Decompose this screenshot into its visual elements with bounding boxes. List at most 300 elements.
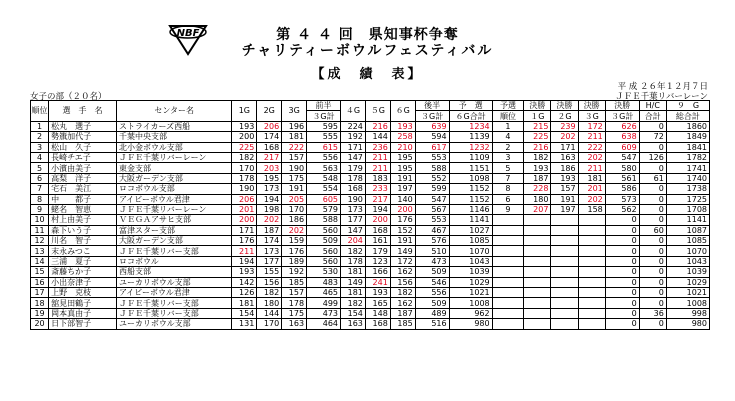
center-name-cell: 富津スター支部 bbox=[116, 225, 231, 235]
score-cell: 181 bbox=[341, 267, 366, 277]
table-row bbox=[31, 152, 710, 162]
score-cell: 1043 bbox=[666, 256, 709, 266]
score-cell: 211 bbox=[578, 163, 605, 173]
score-cell: 171 bbox=[551, 142, 578, 152]
score-cell: 1 bbox=[492, 121, 524, 131]
score-cell: 157 bbox=[282, 152, 307, 162]
score-cell: 205 bbox=[282, 194, 307, 204]
score-cell bbox=[492, 288, 524, 298]
score-cell: 1029 bbox=[449, 277, 492, 287]
score-cell: 196 bbox=[282, 121, 307, 131]
score-cell: 206 bbox=[232, 194, 257, 204]
table-row bbox=[31, 308, 710, 318]
rank-cell: 17 bbox=[31, 288, 49, 298]
center-name-cell: 千葉中央支部 bbox=[116, 132, 231, 142]
score-cell: 176 bbox=[232, 236, 257, 246]
score-cell: 198 bbox=[257, 204, 282, 214]
score-cell: 200 bbox=[232, 215, 257, 225]
table-row bbox=[31, 173, 710, 183]
score-cell: 576 bbox=[415, 236, 449, 246]
rank-cell: 9 bbox=[31, 204, 49, 214]
player-name-cell: 小出奈津子 bbox=[49, 277, 117, 287]
score-cell: 510 bbox=[415, 246, 449, 256]
score-cell: 211 bbox=[232, 246, 257, 256]
table-row bbox=[31, 194, 710, 204]
score-cell: 202 bbox=[282, 225, 307, 235]
col-rank: 順位 bbox=[31, 101, 49, 122]
score-cell: 178 bbox=[341, 256, 366, 266]
score-cell: 4 bbox=[492, 132, 524, 142]
score-cell: 546 bbox=[415, 277, 449, 287]
player-name-cell: 中 都子 bbox=[49, 194, 117, 204]
score-cell: 594 bbox=[415, 132, 449, 142]
score-cell: 547 bbox=[415, 194, 449, 204]
score-cell: 0 bbox=[639, 298, 666, 308]
center-name-cell: 大阪ガーデン支部 bbox=[116, 236, 231, 246]
score-cell: 157 bbox=[282, 288, 307, 298]
score-cell: 60 bbox=[639, 225, 666, 235]
center-name-cell: ＪＦＥ千葉リバー支部 bbox=[116, 246, 231, 256]
results-heading: 【成 績 表】 bbox=[311, 67, 424, 82]
score-cell bbox=[492, 225, 524, 235]
col-final1-sub: １G bbox=[524, 111, 551, 121]
col-first-half-sub: ３G計 bbox=[307, 111, 341, 121]
score-cell: 166 bbox=[365, 267, 390, 277]
score-cell bbox=[524, 256, 551, 266]
score-cell: 149 bbox=[341, 277, 366, 287]
score-cell: 176 bbox=[390, 215, 415, 225]
player-name-cell: 勢籏加代子 bbox=[49, 132, 117, 142]
score-cell: 201 bbox=[232, 204, 257, 214]
score-cell: 172 bbox=[390, 256, 415, 266]
score-cell: 962 bbox=[449, 308, 492, 318]
score-cell bbox=[524, 319, 551, 329]
score-cell: 154 bbox=[341, 308, 366, 318]
score-cell: 191 bbox=[551, 194, 578, 204]
score-cell: 179 bbox=[365, 246, 390, 256]
results-body bbox=[31, 121, 710, 329]
score-cell bbox=[492, 267, 524, 277]
score-cell: 158 bbox=[578, 204, 605, 214]
score-cell: 162 bbox=[390, 298, 415, 308]
score-cell: 191 bbox=[282, 184, 307, 194]
score-cell: 9 bbox=[492, 204, 524, 214]
score-cell: 207 bbox=[524, 204, 551, 214]
score-cell: 192 bbox=[341, 132, 366, 142]
score-cell: 182 bbox=[341, 246, 366, 256]
score-cell: 626 bbox=[605, 121, 639, 131]
center-name-cell: ＶＥＧＡアサヒ支部 bbox=[116, 215, 231, 225]
col-final1: 決勝 bbox=[524, 101, 551, 111]
rank-cell: 13 bbox=[31, 246, 49, 256]
score-cell: 553 bbox=[415, 152, 449, 162]
score-cell bbox=[524, 308, 551, 318]
score-cell: 8 bbox=[492, 184, 524, 194]
table-row bbox=[31, 184, 710, 194]
score-cell: 1841 bbox=[666, 142, 709, 152]
player-name-cell: 松丸 選子 bbox=[49, 121, 117, 131]
score-cell: 195 bbox=[390, 152, 415, 162]
score-cell bbox=[578, 319, 605, 329]
score-cell: 1141 bbox=[666, 215, 709, 225]
player-name-cell: 小濱由美子 bbox=[49, 163, 117, 173]
rank-cell: 8 bbox=[31, 194, 49, 204]
score-cell bbox=[524, 298, 551, 308]
score-cell: 173 bbox=[257, 246, 282, 256]
player-name-cell: 日下部智子 bbox=[49, 319, 117, 329]
player-name-cell: 長崎チエ子 bbox=[49, 152, 117, 162]
score-cell: 216 bbox=[524, 142, 551, 152]
score-cell: 187 bbox=[524, 173, 551, 183]
score-cell: 163 bbox=[551, 152, 578, 162]
score-cell: 586 bbox=[605, 184, 639, 194]
score-cell: 0 bbox=[639, 246, 666, 256]
col-final-total: 決勝 bbox=[605, 101, 639, 111]
score-cell: 1029 bbox=[666, 277, 709, 287]
score-cell: 1039 bbox=[449, 267, 492, 277]
score-cell bbox=[578, 298, 605, 308]
score-cell bbox=[578, 308, 605, 318]
score-cell: 180 bbox=[524, 194, 551, 204]
score-cell: 0 bbox=[605, 256, 639, 266]
score-cell: 225 bbox=[524, 132, 551, 142]
score-cell: 193 bbox=[390, 121, 415, 131]
event-date: 平 成 ２６年１２月７日 bbox=[617, 82, 708, 92]
center-name-cell: ユーカリボウル支部 bbox=[116, 319, 231, 329]
col-qualify-sub: ６G合計 bbox=[449, 111, 492, 121]
score-cell: 190 bbox=[341, 194, 366, 204]
score-cell: 126 bbox=[639, 152, 666, 162]
score-cell: 236 bbox=[365, 142, 390, 152]
score-cell: 1070 bbox=[666, 246, 709, 256]
rank-cell: 4 bbox=[31, 152, 49, 162]
score-cell: 1860 bbox=[666, 121, 709, 131]
score-cell: 1146 bbox=[449, 204, 492, 214]
score-cell: 225 bbox=[232, 142, 257, 152]
score-cell: 217 bbox=[365, 194, 390, 204]
score-cell: 1085 bbox=[666, 236, 709, 246]
score-cell: 0 bbox=[639, 194, 666, 204]
score-cell bbox=[524, 225, 551, 235]
score-cell: 175 bbox=[282, 308, 307, 318]
rank-cell: 12 bbox=[31, 236, 49, 246]
score-cell: 0 bbox=[605, 246, 639, 256]
score-cell: 156 bbox=[390, 277, 415, 287]
center-name-cell: ユーカリボウル支部 bbox=[116, 277, 231, 287]
score-cell: 206 bbox=[257, 121, 282, 131]
score-cell: 1085 bbox=[449, 236, 492, 246]
score-cell: 0 bbox=[639, 121, 666, 131]
col-player: 選 手 名 bbox=[49, 101, 117, 122]
col-nine-sub: 総合計 bbox=[666, 111, 709, 121]
score-cell: 547 bbox=[605, 152, 639, 162]
score-cell: 1151 bbox=[449, 163, 492, 173]
score-cell: 202 bbox=[551, 132, 578, 142]
score-cell: 1139 bbox=[449, 132, 492, 142]
table-row bbox=[31, 277, 710, 287]
col-final3: 決勝 bbox=[578, 101, 605, 111]
score-cell: 553 bbox=[415, 215, 449, 225]
rank-cell: 7 bbox=[31, 184, 49, 194]
score-cell: 163 bbox=[282, 319, 307, 329]
score-cell: 499 bbox=[307, 298, 341, 308]
score-cell: 0 bbox=[639, 142, 666, 152]
score-cell: 483 bbox=[307, 277, 341, 287]
rank-cell: 1 bbox=[31, 121, 49, 131]
score-cell: 182 bbox=[341, 298, 366, 308]
table-row bbox=[31, 298, 710, 308]
center-name-cell: 西船支部 bbox=[116, 267, 231, 277]
score-cell: 171 bbox=[341, 142, 366, 152]
score-cell bbox=[492, 277, 524, 287]
tournament-title: 第 ４ ４ 回 県知事杯争奪 bbox=[276, 27, 459, 43]
score-cell: 5 bbox=[492, 163, 524, 173]
score-cell: 192 bbox=[282, 267, 307, 277]
score-cell: 178 bbox=[341, 173, 366, 183]
score-cell: 233 bbox=[365, 184, 390, 194]
score-cell: 1098 bbox=[449, 173, 492, 183]
score-cell: 1021 bbox=[666, 288, 709, 298]
score-cell: 556 bbox=[415, 288, 449, 298]
score-cell: 0 bbox=[605, 298, 639, 308]
score-cell bbox=[578, 215, 605, 225]
venue-name: ＪＦＥ千葉リバーレーン bbox=[615, 92, 708, 102]
score-cell bbox=[551, 288, 578, 298]
score-cell: 182 bbox=[232, 152, 257, 162]
score-cell: 224 bbox=[341, 121, 366, 131]
score-cell: 239 bbox=[551, 121, 578, 131]
score-cell: 588 bbox=[307, 215, 341, 225]
score-cell: 638 bbox=[605, 132, 639, 142]
score-cell: 605 bbox=[307, 194, 341, 204]
score-cell: 161 bbox=[365, 236, 390, 246]
score-cell: 980 bbox=[449, 319, 492, 329]
center-name-cell: 北小金ボウル支部 bbox=[116, 142, 231, 152]
col-second-half: 後半 bbox=[415, 101, 449, 111]
score-cell: 560 bbox=[307, 225, 341, 235]
table-row bbox=[31, 215, 710, 225]
score-cell: 202 bbox=[578, 194, 605, 204]
division-label: 女子の部（２０名） bbox=[30, 92, 107, 102]
score-cell bbox=[492, 298, 524, 308]
score-cell bbox=[551, 319, 578, 329]
score-cell: 182 bbox=[524, 152, 551, 162]
score-cell: 173 bbox=[257, 184, 282, 194]
score-cell: 210 bbox=[390, 142, 415, 152]
score-cell: 0 bbox=[639, 288, 666, 298]
score-cell: 168 bbox=[365, 319, 390, 329]
score-cell: 148 bbox=[365, 308, 390, 318]
score-cell: 149 bbox=[390, 246, 415, 256]
score-cell: 1725 bbox=[666, 194, 709, 204]
score-cell: 0 bbox=[605, 225, 639, 235]
score-cell: 473 bbox=[415, 256, 449, 266]
score-cell: 197 bbox=[390, 184, 415, 194]
player-name-cell: 岡本真由子 bbox=[49, 308, 117, 318]
score-cell: 193 bbox=[232, 121, 257, 131]
score-cell bbox=[492, 308, 524, 318]
center-name-cell: 大阪ガーデン支部 bbox=[116, 173, 231, 183]
score-cell: 171 bbox=[232, 225, 257, 235]
score-cell: 168 bbox=[365, 225, 390, 235]
score-cell bbox=[551, 225, 578, 235]
score-cell: 563 bbox=[307, 163, 341, 173]
score-cell: 1021 bbox=[449, 288, 492, 298]
event-name: チャリティーボウルフェスティバル bbox=[241, 43, 494, 59]
score-cell bbox=[578, 267, 605, 277]
score-cell: 567 bbox=[415, 204, 449, 214]
score-cell: 552 bbox=[415, 173, 449, 183]
score-cell: 211 bbox=[578, 132, 605, 142]
score-cell: 1708 bbox=[666, 204, 709, 214]
score-cell: 489 bbox=[415, 308, 449, 318]
score-cell: 228 bbox=[524, 184, 551, 194]
score-cell: 142 bbox=[232, 277, 257, 287]
score-cell: 186 bbox=[551, 163, 578, 173]
score-cell: 126 bbox=[232, 288, 257, 298]
score-cell: 194 bbox=[365, 204, 390, 214]
col-qualify: 予 選 bbox=[449, 101, 492, 111]
score-cell: 599 bbox=[415, 184, 449, 194]
center-name-cell: 東金支部 bbox=[116, 163, 231, 173]
player-name-cell: 宅石 美江 bbox=[49, 184, 117, 194]
score-cell bbox=[551, 236, 578, 246]
score-cell: 509 bbox=[415, 298, 449, 308]
table-row bbox=[31, 288, 710, 298]
score-cell: 1234 bbox=[449, 121, 492, 131]
score-cell: 1152 bbox=[449, 194, 492, 204]
score-cell: 0 bbox=[639, 163, 666, 173]
player-name-cell: 三浦 夏子 bbox=[49, 256, 117, 266]
score-cell bbox=[551, 256, 578, 266]
score-cell: 1741 bbox=[666, 163, 709, 173]
score-cell: 190 bbox=[232, 184, 257, 194]
player-name-cell: 村上由美子 bbox=[49, 215, 117, 225]
score-cell: 509 bbox=[307, 236, 341, 246]
table-row bbox=[31, 256, 710, 266]
score-cell: 185 bbox=[282, 277, 307, 287]
score-cell: 215 bbox=[524, 121, 551, 131]
score-cell: 617 bbox=[415, 142, 449, 152]
score-cell: 556 bbox=[307, 152, 341, 162]
center-name-cell: ＪＦＥ千葉リバーレーン bbox=[116, 152, 231, 162]
player-name-cell: 上野 克枝 bbox=[49, 288, 117, 298]
score-cell: 639 bbox=[415, 121, 449, 131]
col-second-half-sub: ３G計 bbox=[415, 111, 449, 121]
score-cell: 168 bbox=[341, 184, 366, 194]
player-name-cell: 川名 智子 bbox=[49, 236, 117, 246]
score-cell: 1782 bbox=[666, 152, 709, 162]
score-cell: 1008 bbox=[449, 298, 492, 308]
score-cell: 200 bbox=[232, 132, 257, 142]
player-name-cell: 末永みつこ bbox=[49, 246, 117, 256]
score-cell bbox=[492, 256, 524, 266]
score-cell: 182 bbox=[390, 288, 415, 298]
score-cell: 144 bbox=[365, 132, 390, 142]
score-cell: 980 bbox=[666, 319, 709, 329]
score-cell: 609 bbox=[605, 142, 639, 152]
score-cell: 0 bbox=[639, 204, 666, 214]
col-hc-sub: 合計 bbox=[639, 111, 666, 121]
score-cell bbox=[551, 277, 578, 287]
score-cell: 187 bbox=[390, 308, 415, 318]
score-cell: 530 bbox=[307, 267, 341, 277]
table-row bbox=[31, 132, 710, 142]
score-cell: 1232 bbox=[449, 142, 492, 152]
score-cell: 194 bbox=[232, 256, 257, 266]
score-cell: 1152 bbox=[449, 184, 492, 194]
score-cell: 193 bbox=[365, 288, 390, 298]
score-cell: 203 bbox=[257, 163, 282, 173]
score-cell: 998 bbox=[666, 308, 709, 318]
score-cell: 174 bbox=[257, 132, 282, 142]
rank-cell: 11 bbox=[31, 225, 49, 235]
score-cell: 580 bbox=[605, 163, 639, 173]
player-name-cell: 舘見田鶴子 bbox=[49, 298, 117, 308]
rank-cell: 10 bbox=[31, 215, 49, 225]
score-cell bbox=[578, 277, 605, 287]
score-cell: 201 bbox=[578, 184, 605, 194]
score-cell: 175 bbox=[282, 173, 307, 183]
col-final2: 決勝 bbox=[551, 101, 578, 111]
center-name-cell: ロコボウル bbox=[116, 256, 231, 266]
score-cell: 61 bbox=[639, 173, 666, 183]
col-final-total-sub: ３G計 bbox=[605, 111, 639, 121]
col-g1: 1G bbox=[232, 101, 257, 122]
score-cell bbox=[578, 236, 605, 246]
score-cell: 1740 bbox=[666, 173, 709, 183]
score-cell: 181 bbox=[232, 298, 257, 308]
score-cell: 0 bbox=[639, 256, 666, 266]
score-cell: 0 bbox=[639, 215, 666, 225]
col-final3-sub: ３G bbox=[578, 111, 605, 121]
score-cell: 179 bbox=[341, 163, 366, 173]
score-cell: 0 bbox=[605, 288, 639, 298]
player-name-cell: 高梨 洋子 bbox=[49, 173, 117, 183]
center-name-cell: アイビーボウル君津 bbox=[116, 288, 231, 298]
score-cell: 155 bbox=[257, 267, 282, 277]
score-cell: 573 bbox=[605, 194, 639, 204]
rank-cell: 16 bbox=[31, 277, 49, 287]
rank-cell: 14 bbox=[31, 256, 49, 266]
score-cell: 194 bbox=[257, 194, 282, 204]
score-cell: 152 bbox=[390, 225, 415, 235]
rank-cell: 2 bbox=[31, 132, 49, 142]
center-name-cell: ＪＦＥ千葉リバー支部 bbox=[116, 308, 231, 318]
center-name-cell: ロコボウル支部 bbox=[116, 184, 231, 194]
rank-cell: 5 bbox=[31, 163, 49, 173]
score-cell: 157 bbox=[551, 184, 578, 194]
score-cell bbox=[524, 288, 551, 298]
score-cell: 191 bbox=[390, 173, 415, 183]
col-g6: ６G bbox=[390, 101, 415, 122]
score-cell: 181 bbox=[282, 132, 307, 142]
score-cell bbox=[492, 215, 524, 225]
score-cell: 467 bbox=[415, 225, 449, 235]
score-cell: 193 bbox=[551, 173, 578, 183]
score-cell: 176 bbox=[282, 246, 307, 256]
score-cell: 147 bbox=[341, 152, 366, 162]
score-cell: 258 bbox=[390, 132, 415, 142]
score-cell: 2 bbox=[492, 142, 524, 152]
score-cell bbox=[524, 215, 551, 225]
score-cell: 1141 bbox=[449, 215, 492, 225]
score-cell: 173 bbox=[341, 204, 366, 214]
score-cell: 162 bbox=[390, 267, 415, 277]
score-cell bbox=[492, 319, 524, 329]
player-name-cell: 森下いう子 bbox=[49, 225, 117, 235]
player-name-cell: 斎藤ちか子 bbox=[49, 267, 117, 277]
